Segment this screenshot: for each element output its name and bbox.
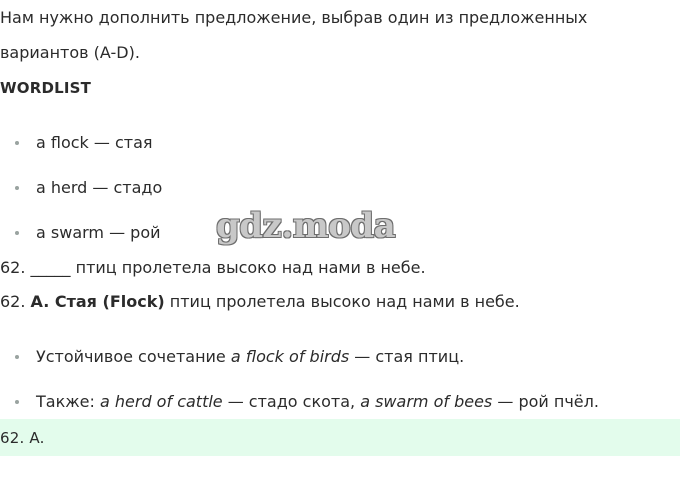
wordlist-item: a herd — стадо [36,178,163,197]
wordlist-item: a flock — стая [36,133,153,152]
answer-text: 62. A. [0,429,45,447]
question-prompt: 62. _____ птиц пролетела высоко над нами в небе. [0,258,426,277]
watermark-logo: gdz.moda [216,206,396,246]
question-filled [0,292,520,312]
question-number: 62. [0,292,31,311]
note-phrase: a herd of cattle [99,392,223,411]
note-text: Устойчивое сочетание [36,347,231,366]
bullet-icon [15,355,19,359]
note-phrase: a swarm of bees [360,392,493,411]
wordlist-item: a swarm — рой [36,223,161,242]
note-item [36,392,599,412]
bullet-icon [15,400,19,404]
note-text: — стая птиц. [349,347,465,366]
intro-line-2: вариантов (A-D). [0,43,140,62]
bullet-icon [15,231,19,235]
question-rest: птиц пролетела высоко над нами в небе. [164,292,520,311]
answer-choice: A. Стая (Flock) [30,292,165,311]
answer-box [0,419,680,456]
note-text: Также: [36,392,100,411]
note-item [36,347,464,367]
bullet-icon [15,141,19,145]
note-text: — рой пчёл. [492,392,599,411]
intro-line-1: Нам нужно дополнить предложение, выбрав один из предложенных [0,8,588,27]
wordlist-heading: WORDLIST [0,79,92,97]
note-text: — стадо скота, [222,392,361,411]
note-phrase: a flock of birds [230,347,350,366]
bullet-icon [15,186,19,190]
